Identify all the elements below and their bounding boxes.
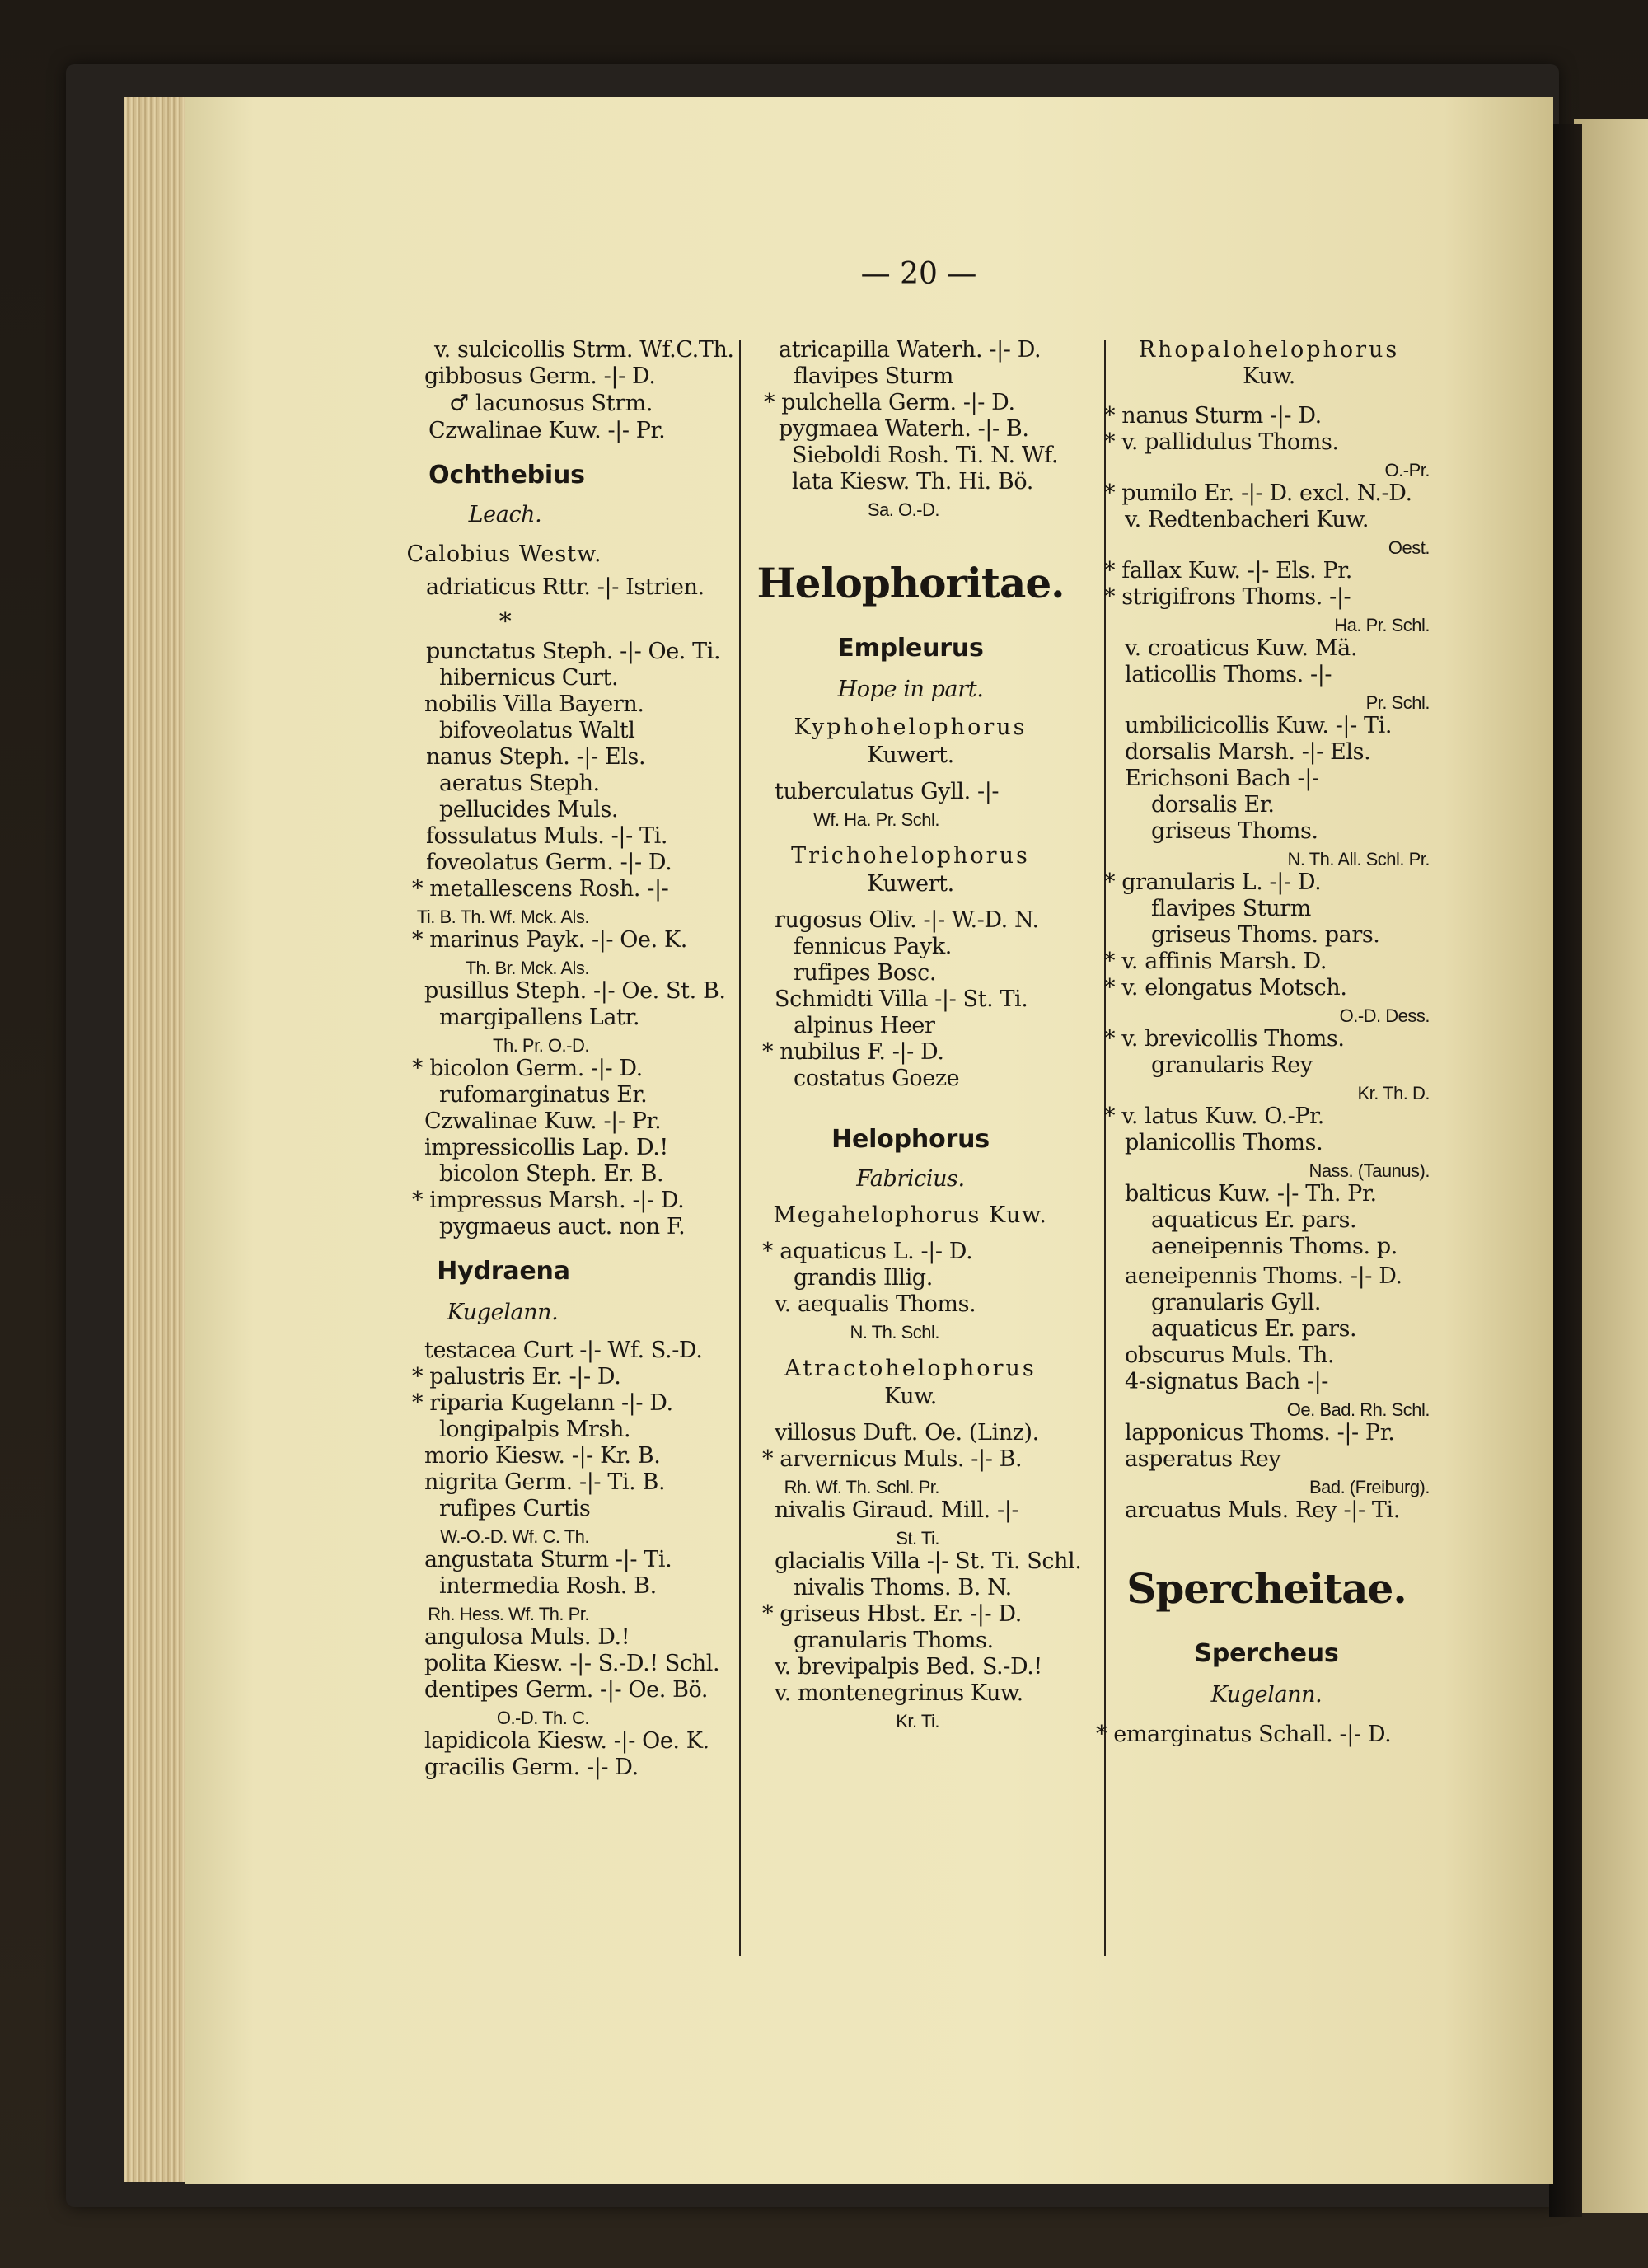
subgenus-heading: Kyphohelophorus [794, 715, 1028, 740]
locality: Th. Pr. O.-D. [493, 1035, 589, 1056]
locality: W.-O.-D. Wf. C. Th. [440, 1526, 589, 1547]
entry: impressicollis Lap. D.! [424, 1135, 668, 1160]
page-number: — 20 — [860, 257, 977, 291]
column-divider-left [739, 340, 741, 1956]
entry: * pulchella Germ. -|- D. [764, 390, 1015, 415]
entry: flavipes Sturm [794, 363, 953, 389]
locality: Bad. (Freiburg). [1309, 1477, 1430, 1497]
locality: Rh. Wf. Th. Schl. Pr. [784, 1477, 939, 1497]
entry: arcuatus Muls. Rey -|- Ti. [1125, 1497, 1400, 1523]
entry: aquaticus Er. pars. [1151, 1316, 1357, 1342]
locality: Th. Br. Mck. Als. [465, 958, 589, 978]
entry: dorsalis Marsh. -|- Els. [1125, 739, 1371, 765]
gutter-shadow [1549, 124, 1582, 2217]
entry: * v. brevicollis Thoms. [1104, 1026, 1345, 1052]
genus-author: Fabricius. [856, 1166, 965, 1192]
subgenus-heading: Trichohelophorus [791, 843, 1030, 869]
entry: fossulatus Muls. -|- Ti. [426, 823, 668, 849]
tribe-heading: Helophoritae. [756, 559, 1065, 607]
entry: v. Redtenbacheri Kuw. [1125, 507, 1369, 532]
entry: Erichsoni Bach -|- [1125, 766, 1319, 791]
entry: hibernicus Curt. [439, 665, 619, 691]
locality: Wf. Ha. Pr. Schl. [813, 809, 939, 830]
entry: pygmaea Waterh. -|- B. [779, 416, 1029, 442]
entry: * riparia Kugelann -|- D. [412, 1390, 673, 1416]
entry: rufomarginatus Er. [439, 1082, 648, 1108]
entry: * metallescens Rosh. -|- [412, 876, 669, 902]
locality: O.-D. Th. C. [496, 1708, 589, 1728]
entry: gibbosus Germ. -|- D. [424, 363, 656, 389]
entry: * bicolon Germ. -|- D. [412, 1056, 643, 1081]
entry: rufipes Bosc. [794, 960, 937, 986]
subgenus-author: Kuwert. [867, 743, 954, 768]
entry: umbilicicollis Kuw. -|- Ti. [1125, 713, 1393, 738]
entry: * impressus Marsh. -|- D. [412, 1188, 685, 1213]
entry: tuberculatus Gyll. -|- [775, 779, 1000, 804]
locality: St. Ti. [896, 1528, 939, 1549]
subgenus-heading: Atractohelophorus [784, 1356, 1037, 1381]
subgenus-heading: Megahelophorus Kuw. [773, 1202, 1048, 1228]
entry: lata Kiesw. Th. Hi. Bö. [792, 469, 1033, 494]
entry: granularis Thoms. [794, 1628, 994, 1653]
entry: grandis Illig. [794, 1265, 933, 1291]
subgenus-author: Kuwert. [867, 871, 954, 897]
entry: nanus Steph. -|- Els. [426, 744, 646, 770]
locality: N. Th. Schl. [850, 1322, 939, 1343]
entry: longipalpis Mrsh. [439, 1417, 631, 1442]
entry: rufipes Curtis [439, 1496, 591, 1521]
entry: * v. latus Kuw. O.-Pr. [1104, 1104, 1324, 1129]
entry: ♂ lacunosus Strm. [449, 391, 653, 416]
entry: pygmaeus auct. non F. [439, 1214, 686, 1239]
entry: * granularis L. -|- D. [1104, 869, 1322, 895]
entry: lapponicus Thoms. -|- Pr. [1125, 1420, 1395, 1446]
entry: angulosa Muls. D.! [424, 1624, 630, 1650]
locality: O.-D. Dess. [1339, 1005, 1430, 1026]
entry: nivalis Giraud. Mill. -|- [775, 1497, 1019, 1523]
locality: Pr. Schl. [1365, 692, 1430, 713]
entry: granularis Rey [1151, 1052, 1313, 1078]
entry: * nanus Sturm -|- D. [1104, 403, 1322, 429]
entry: * griseus Hbst. Er. -|- D. [762, 1601, 1022, 1627]
entry: 4-signatus Bach -|- [1125, 1369, 1329, 1394]
genus-heading: Spercheus [1194, 1639, 1339, 1668]
entry: nivalis Thoms. B. N. [794, 1575, 1012, 1600]
asterisk-marker: * [499, 607, 512, 636]
locality: Ti. B. Th. Wf. Mck. Als. [416, 907, 589, 927]
entry: balticus Kuw. -|- Th. Pr. [1125, 1181, 1377, 1207]
entry: atricapilla Waterh. -|- D. [779, 337, 1042, 363]
page [185, 97, 1553, 2184]
entry: alpinus Heer [794, 1013, 935, 1038]
entry: pellucides Muls. [439, 797, 619, 822]
entry: * marinus Payk. -|- Oe. K. [412, 927, 687, 953]
entry: * v. pallidulus Thoms. [1104, 429, 1339, 455]
next-page-edge [1574, 119, 1648, 2213]
genus-author: Kugelann. [447, 1300, 559, 1325]
entry: * fallax Kuw. -|- Els. Pr. [1104, 558, 1352, 583]
entry: rugosus Oliv. -|- W.-D. N. [775, 907, 1039, 933]
entry: nobilis Villa Bayern. [424, 691, 644, 717]
entry: Schmidti Villa -|- St. Ti. [775, 986, 1028, 1012]
entry: lapidicola Kiesw. -|- Oe. K. [424, 1728, 709, 1754]
entry: v. montenegrinus Kuw. [775, 1680, 1023, 1706]
entry: polita Kiesw. -|- S.-D.! Schl. [424, 1651, 720, 1676]
entry: * arvernicus Muls. -|- B. [762, 1446, 1023, 1472]
entry: dentipes Germ. -|- Oe. Bö. [424, 1677, 709, 1703]
entry: aeratus Steph. [439, 771, 600, 796]
genus-author: Leach. [468, 502, 542, 527]
genus-heading: Ochthebius [428, 461, 585, 490]
locality: Kr. Th. D. [1357, 1083, 1430, 1104]
entry: flavipes Sturm [1151, 896, 1311, 921]
entry: * aquaticus L. -|- D. [762, 1239, 973, 1264]
entry: * pumilo Er. -|- D. excl. N.-D. [1104, 480, 1412, 506]
genus-author: Kugelann. [1210, 1682, 1323, 1708]
entry: Czwalinae Kuw. -|- Pr. [428, 418, 666, 443]
entry: griseus Thoms. pars. [1151, 922, 1380, 948]
entry: v. aequalis Thoms. [775, 1291, 976, 1317]
entry: intermedia Rosh. B. [439, 1573, 657, 1599]
entry: v. brevipalpis Bed. S.-D.! [775, 1654, 1042, 1680]
entry: * nubilus F. -|- D. [762, 1039, 944, 1065]
entry: * palustris Er. -|- D. [412, 1364, 621, 1389]
entry: granularis Gyll. [1151, 1290, 1322, 1315]
locality: O.-Pr. [1384, 460, 1430, 480]
subgenus-author: Kuw. [884, 1384, 937, 1409]
entry: * strigifrons Thoms. -|- [1104, 584, 1351, 610]
locality: Rh. Hess. Wf. Th. Pr. [428, 1604, 589, 1624]
entry: v. sulcicollis Strm. Wf.C.Th. [434, 337, 734, 363]
entry: planicollis Thoms. [1125, 1130, 1323, 1155]
locality: Sa. O.-D. [867, 499, 939, 520]
locality: Oe. Bad. Rh. Schl. [1286, 1399, 1430, 1420]
subgenus-author: Kuw. [1243, 363, 1295, 389]
entry: costatus Goeze [794, 1066, 960, 1091]
entry: punctatus Steph. -|- Oe. Ti. [426, 639, 721, 664]
entry: aquaticus Er. pars. [1151, 1207, 1357, 1233]
genus-heading: Helophorus [831, 1125, 990, 1154]
entry: asperatus Rey [1125, 1446, 1281, 1472]
entry: * v. elongatus Motsch. [1104, 975, 1347, 1000]
entry: bicolon Steph. Er. B. [439, 1161, 664, 1187]
locality: Nass. (Taunus). [1309, 1160, 1430, 1181]
entry: bifoveolatus Waltl [439, 718, 635, 743]
entry: pusillus Steph. -|- Oe. St. B. [424, 978, 726, 1004]
entry: * emarginatus Schall. -|- D. [1096, 1722, 1392, 1747]
entry: villosus Duft. Oe. (Linz). [775, 1420, 1039, 1446]
entry: foveolatus Germ. -|- D. [426, 850, 672, 875]
entry: Czwalinae Kuw. -|- Pr. [424, 1108, 662, 1134]
entry: fennicus Payk. [794, 934, 952, 959]
entry: morio Kiesw. -|- Kr. B. [424, 1443, 661, 1469]
entry: obscurus Muls. Th. [1125, 1343, 1335, 1368]
entry: margipallens Latr. [439, 1005, 640, 1030]
entry: laticollis Thoms. -|- [1125, 662, 1332, 687]
entry: gracilis Germ. -|- D. [424, 1755, 639, 1780]
genus-author: Hope in part. [837, 677, 984, 702]
entry: glacialis Villa -|- St. Ti. Schl. [775, 1549, 1082, 1574]
genus-heading: Hydraena [437, 1257, 570, 1286]
entry: griseus Thoms. [1151, 818, 1318, 844]
subgenus-heading: Rhopalohelophorus [1138, 337, 1400, 363]
entry: aeneipennis Thoms. -|- D. [1125, 1263, 1402, 1289]
locality: N. Th. All. Schl. Pr. [1287, 849, 1430, 869]
genus-heading: Empleurus [837, 634, 984, 663]
entry: nigrita Germ. -|- Ti. B. [424, 1469, 666, 1495]
entry: testacea Curt -|- Wf. S.-D. [424, 1338, 703, 1363]
subgenus-heading: Calobius Westw. [406, 541, 602, 567]
tribe-heading: Spercheitae. [1126, 1564, 1407, 1613]
entry: aeneipennis Thoms. p. [1151, 1234, 1398, 1259]
locality: Kr. Ti. [896, 1711, 939, 1731]
locality: Oest. [1388, 537, 1430, 558]
entry: angustata Sturm -|- Ti. [424, 1547, 672, 1572]
entry: dorsalis Er. [1151, 792, 1275, 818]
entry: Sieboldi Rosh. Ti. N. Wf. [792, 443, 1059, 468]
entry: v. croaticus Kuw. Mä. [1125, 635, 1357, 661]
entry: * v. affinis Marsh. D. [1104, 949, 1327, 974]
entry: adriaticus Rttr. -|- Istrien. [426, 574, 705, 600]
locality: Ha. Pr. Schl. [1334, 615, 1430, 635]
